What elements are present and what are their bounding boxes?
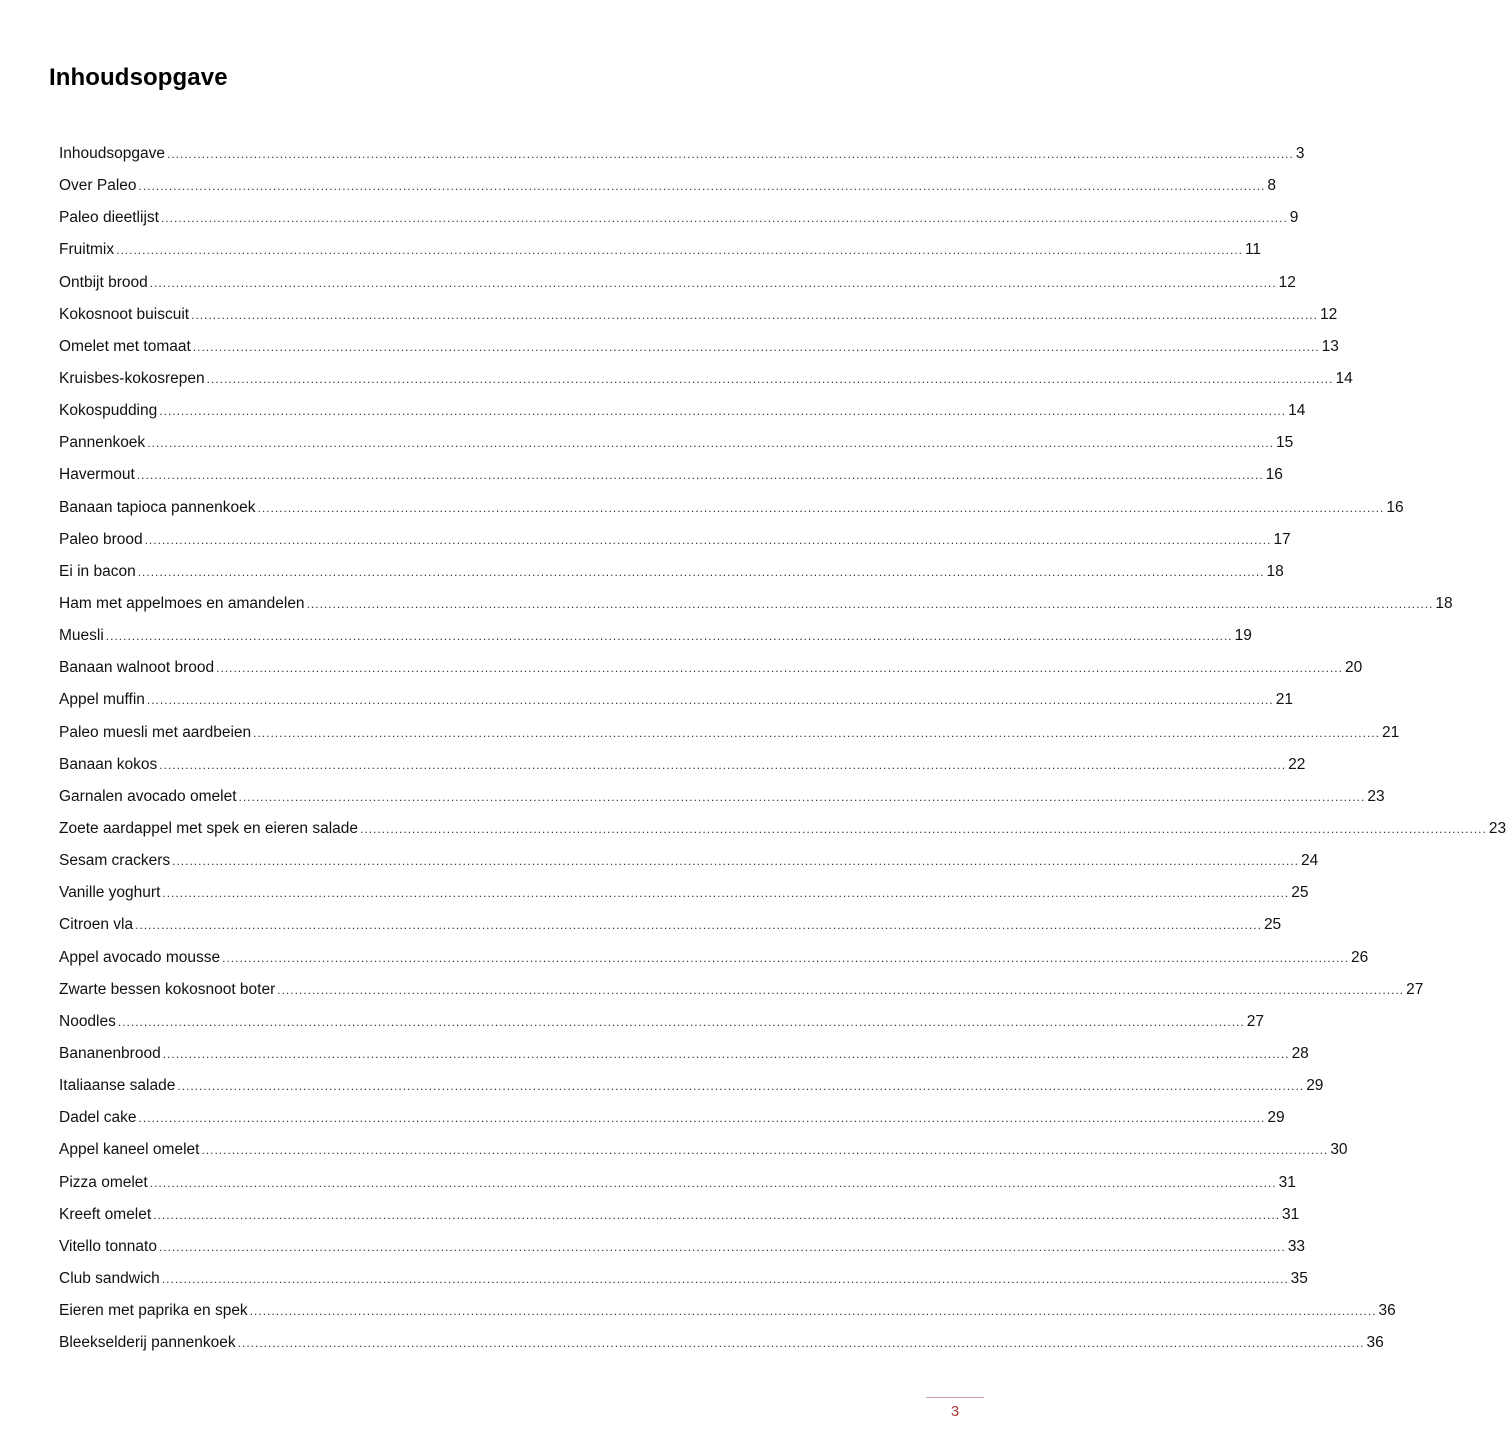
toc-entry[interactable] xyxy=(59,428,1294,460)
toc-dot-leader: .................................................................................................................................................................................................................................................................... xyxy=(222,950,1349,965)
toc-dot-leader: .................................................................................................................................................................................................................................................................... xyxy=(117,1014,1245,1029)
toc-entry-page-number[interactable]: 12 xyxy=(1319,305,1338,323)
toc-dot-leader: .................................................................................................................................................................................................................................................................... xyxy=(144,532,1272,547)
toc-dot-leader: .................................................................................................................................................................................................................................................................... xyxy=(146,693,1274,708)
toc-entry-page-number[interactable]: 24 xyxy=(1300,852,1319,870)
toc-dot-leader: .................................................................................................................................................................................................................................................................... xyxy=(177,1079,1305,1094)
toc-entry-page-number[interactable]: 25 xyxy=(1263,916,1282,934)
toc-entry-page-number[interactable]: 29 xyxy=(1306,1077,1324,1095)
toc-entry-label[interactable]: Havermout xyxy=(59,466,135,484)
toc-dot-leader: .................................................................................................................................................................................................................................................................... xyxy=(192,339,1320,354)
toc-dot-leader: .................................................................................................................................................................................................................................................................... xyxy=(147,436,1275,451)
toc-dot-leader: .................................................................................................................................................................................................................................................................... xyxy=(161,1271,1289,1286)
toc-entry-label[interactable]: Inhoudsopgave xyxy=(59,145,166,162)
toc-entry[interactable] xyxy=(59,1039,1309,1071)
toc-entry-label[interactable]: Banaan walnoot brood xyxy=(59,659,215,677)
toc-entry-label[interactable]: Paleo brood xyxy=(59,530,143,548)
toc-dot-leader: .................................................................................................................................................................................................................................................................... xyxy=(137,564,1265,579)
toc-dot-leader: .................................................................................................................................................................................................................................................................... xyxy=(138,179,1266,194)
toc-entry-label[interactable]: Citroen vla xyxy=(59,916,134,934)
toc-entry-page-number[interactable]: 16 xyxy=(1386,498,1404,516)
footer-page-number: 3 xyxy=(950,1403,960,1420)
toc-entry-page-number[interactable]: 20 xyxy=(1344,659,1363,677)
toc-entry-label[interactable]: Pizza omelet xyxy=(59,1173,148,1191)
toc-entry-page-number[interactable]: 21 xyxy=(1381,723,1400,741)
toc-dot-leader: .................................................................................................................................................................................................................................................................... xyxy=(238,789,1366,804)
toc-entry[interactable] xyxy=(59,1007,1264,1039)
toc-entry-page-number[interactable]: 30 xyxy=(1330,1141,1348,1159)
page-title: Inhoudsopgave xyxy=(49,64,228,91)
toc-dot-leader: .................................................................................................................................................................................................................................................................... xyxy=(277,982,1405,997)
toc-entry[interactable] xyxy=(59,460,1283,492)
toc-entry-page-number[interactable]: 15 xyxy=(1276,434,1294,452)
toc-entry-page-number[interactable]: 17 xyxy=(1273,530,1291,548)
toc-entry[interactable] xyxy=(59,750,1306,782)
toc-entry[interactable] xyxy=(59,300,1338,332)
toc-entry[interactable] xyxy=(59,1103,1285,1135)
toc-entry[interactable] xyxy=(59,1264,1308,1296)
toc-entry[interactable] xyxy=(59,718,1400,750)
toc-dot-leader: .................................................................................................................................................................................................................................................................... xyxy=(191,307,1318,322)
toc-entry-label[interactable]: Vitello tonnato xyxy=(59,1237,157,1255)
toc-dot-leader: .................................................................................................................................................................................................................................................................... xyxy=(237,1336,1365,1351)
toc-entry-label[interactable]: Zoete aardappel met spek en eieren salade xyxy=(59,819,359,837)
toc-entry-label[interactable]: Ontbijt brood xyxy=(59,273,148,291)
toc-dot-leader: .................................................................................................................................................................................................................................................................... xyxy=(160,211,1288,226)
toc-entry-label[interactable]: Sesam crackers xyxy=(59,852,171,870)
toc-entry-page-number[interactable]: 13 xyxy=(1321,337,1339,355)
toc-entry-label[interactable]: Eieren met paprika en spek xyxy=(59,1302,248,1320)
toc-entry-label[interactable]: Fruitmix xyxy=(59,241,115,259)
toc-entry-label[interactable]: Kokospudding xyxy=(59,402,158,420)
toc-entry-label[interactable]: Over Paleo xyxy=(59,177,137,195)
toc-entry-label[interactable]: Omelet met tomaat xyxy=(59,337,191,355)
toc-entry[interactable] xyxy=(59,235,1262,267)
toc-dot-leader: .................................................................................................................................................................................................................................................................... xyxy=(162,886,1290,901)
toc-dot-leader: .................................................................................................................................................................................................................................................................... xyxy=(201,1143,1329,1158)
toc-entry[interactable] xyxy=(59,396,1306,428)
toc-entry-page-number[interactable]: 14 xyxy=(1335,369,1353,387)
toc-entry-page-number[interactable]: 27 xyxy=(1406,980,1424,998)
toc-entry-page-number[interactable]: 22 xyxy=(1288,755,1306,773)
toc-entry-page-number[interactable]: 28 xyxy=(1291,1044,1309,1062)
toc-entry[interactable] xyxy=(59,782,1385,814)
toc-entry-page-number[interactable]: 8 xyxy=(1267,177,1277,195)
toc-entry-label[interactable]: Kokosnoot buiscuit xyxy=(59,305,190,323)
toc-entry-page-number[interactable]: 3 xyxy=(1295,145,1305,162)
toc-entry-label[interactable]: Paleo dieetlijst xyxy=(59,209,159,227)
toc-dot-leader: .................................................................................................................................................................................................................................................................... xyxy=(136,468,1264,483)
toc-entry[interactable] xyxy=(59,589,1453,621)
toc-entry-page-number[interactable]: 27 xyxy=(1246,1012,1264,1030)
toc-entry-page-number[interactable]: 31 xyxy=(1278,1173,1296,1191)
toc-entry[interactable] xyxy=(59,975,1424,1007)
toc-entry-page-number[interactable]: 23 xyxy=(1367,787,1385,805)
toc-entry-label[interactable]: Banaan kokos xyxy=(59,755,158,773)
toc-entry[interactable] xyxy=(59,846,1319,878)
toc-entry-label[interactable]: Appel muffin xyxy=(59,691,145,709)
toc-entry-label[interactable]: Dadel cake xyxy=(59,1109,137,1127)
toc-entry-page-number[interactable]: 31 xyxy=(1282,1205,1300,1223)
toc-entry[interactable] xyxy=(59,653,1363,685)
toc-entry-label[interactable]: Italiaanse salade xyxy=(59,1077,176,1095)
toc-dot-leader: .................................................................................................................................................................................................................................................................... xyxy=(105,629,1233,644)
toc-entry-page-number[interactable]: 9 xyxy=(1289,209,1299,227)
toc-dot-leader: .................................................................................................................................................................................................................................................................... xyxy=(216,661,1343,676)
toc-entry[interactable] xyxy=(59,139,1305,171)
toc-dot-leader: .................................................................................................................................................................................................................................................................... xyxy=(116,243,1243,258)
toc-dot-leader: .................................................................................................................................................................................................................................................................... xyxy=(153,1207,1281,1222)
toc-entry-label[interactable]: Kruisbes-kokosrepen xyxy=(59,369,205,387)
toc-entry-page-number[interactable]: 16 xyxy=(1265,466,1283,484)
toc-entry-label[interactable]: Appel avocado mousse xyxy=(59,948,221,966)
toc-entry[interactable] xyxy=(59,1232,1306,1264)
toc-entry-page-number[interactable]: 23 xyxy=(1488,819,1506,837)
toc-entry-label[interactable]: Muesli xyxy=(59,627,104,645)
toc-entry-label[interactable]: Club sandwich xyxy=(59,1269,160,1287)
toc-entry[interactable] xyxy=(59,878,1309,910)
toc-entry-label[interactable]: Noodles xyxy=(59,1012,116,1030)
toc-entry[interactable] xyxy=(59,910,1282,942)
toc-entry[interactable] xyxy=(59,1296,1396,1328)
toc-entry-page-number[interactable]: 14 xyxy=(1288,402,1306,420)
toc-entry-label[interactable]: Vanille yoghurt xyxy=(59,884,161,902)
toc-entry[interactable] xyxy=(59,171,1277,203)
toc-entry-page-number[interactable]: 36 xyxy=(1366,1334,1384,1352)
toc-dot-leader: .................................................................................................................................................................................................................................................................... xyxy=(253,725,1380,740)
footer-divider xyxy=(926,1397,984,1398)
toc-entry-label[interactable]: Kreeft omelet xyxy=(59,1205,152,1223)
toc-dot-leader: .................................................................................................................................................................................................................................................................... xyxy=(257,500,1385,515)
toc-entry[interactable] xyxy=(59,1200,1300,1232)
toc-entry[interactable] xyxy=(59,943,1369,975)
toc-entry-label[interactable]: Zwarte bessen kokosnoot boter xyxy=(59,980,276,998)
toc-entry-page-number[interactable]: 11 xyxy=(1244,241,1262,259)
toc-entry[interactable] xyxy=(59,685,1293,717)
toc-entry[interactable] xyxy=(59,203,1299,235)
toc-entry-label[interactable]: Ham met appelmoes en amandelen xyxy=(59,594,305,612)
toc-entry[interactable] xyxy=(59,1071,1324,1103)
toc-entry-page-number[interactable]: 33 xyxy=(1287,1237,1306,1255)
toc-dot-leader: .................................................................................................................................................................................................................................................................... xyxy=(149,275,1277,290)
toc-entry-label[interactable]: Ei in bacon xyxy=(59,562,136,580)
toc-entry[interactable] xyxy=(59,1328,1384,1360)
toc-entry[interactable] xyxy=(59,1168,1296,1200)
table-of-contents xyxy=(59,139,1506,1360)
toc-entry-label[interactable]: Pannenkoek xyxy=(59,434,146,452)
toc-dot-leader: .................................................................................................................................................................................................................................................................... xyxy=(360,821,1487,836)
toc-entry-page-number[interactable]: 25 xyxy=(1291,884,1309,902)
toc-dot-leader: .................................................................................................................................................................................................................................................................... xyxy=(206,371,1334,386)
toc-dot-leader: .................................................................................................................................................................................................................................................................... xyxy=(158,1239,1286,1254)
toc-entry-page-number[interactable]: 12 xyxy=(1278,273,1296,291)
toc-dot-leader: .................................................................................................................................................................................................................................................................... xyxy=(306,596,1434,611)
toc-dot-leader: .................................................................................................................................................................................................................................................................... xyxy=(135,918,1262,933)
toc-entry[interactable] xyxy=(59,332,1339,364)
toc-dot-leader: .................................................................................................................................................................................................................................................................... xyxy=(167,147,1294,161)
toc-entry[interactable] xyxy=(59,364,1353,396)
toc-dot-leader: .................................................................................................................................................................................................................................................................... xyxy=(159,404,1287,419)
toc-entry-page-number[interactable]: 21 xyxy=(1275,691,1293,709)
toc-dot-leader: .................................................................................................................................................................................................................................................................... xyxy=(162,1046,1290,1061)
toc-entry-page-number[interactable]: 29 xyxy=(1267,1109,1285,1127)
toc-entry-label[interactable]: Banaan tapioca pannenkoek xyxy=(59,498,256,516)
toc-entry[interactable] xyxy=(59,268,1296,300)
toc-entry[interactable] xyxy=(59,814,1506,846)
toc-entry-label[interactable]: Garnalen avocado omelet xyxy=(59,787,237,805)
toc-entry-label[interactable]: Paleo muesli met aardbeien xyxy=(59,723,252,741)
toc-entry[interactable] xyxy=(59,493,1404,525)
toc-entry[interactable] xyxy=(59,1135,1348,1167)
toc-dot-leader: .................................................................................................................................................................................................................................................................... xyxy=(138,1111,1266,1126)
toc-entry[interactable] xyxy=(59,525,1291,557)
toc-entry[interactable] xyxy=(59,557,1284,589)
toc-entry-page-number[interactable]: 36 xyxy=(1378,1302,1396,1320)
toc-entry-page-number[interactable]: 18 xyxy=(1435,594,1453,612)
toc-entry-page-number[interactable]: 19 xyxy=(1234,627,1252,645)
toc-dot-leader: .................................................................................................................................................................................................................................................................... xyxy=(249,1304,1377,1319)
toc-entry-label[interactable]: Bananenbrood xyxy=(59,1044,161,1062)
toc-dot-leader: .................................................................................................................................................................................................................................................................... xyxy=(149,1175,1277,1190)
toc-entry-label[interactable]: Bleekselderij pannenkoek xyxy=(59,1334,236,1352)
toc-dot-leader: .................................................................................................................................................................................................................................................................... xyxy=(172,854,1299,869)
toc-entry-page-number[interactable]: 18 xyxy=(1266,562,1284,580)
toc-entry-page-number[interactable]: 35 xyxy=(1290,1269,1308,1287)
toc-entry-label[interactable]: Appel kaneel omelet xyxy=(59,1141,200,1159)
toc-dot-leader: .................................................................................................................................................................................................................................................................... xyxy=(159,757,1287,772)
toc-entry-page-number[interactable]: 26 xyxy=(1350,948,1369,966)
toc-entry[interactable] xyxy=(59,621,1252,653)
